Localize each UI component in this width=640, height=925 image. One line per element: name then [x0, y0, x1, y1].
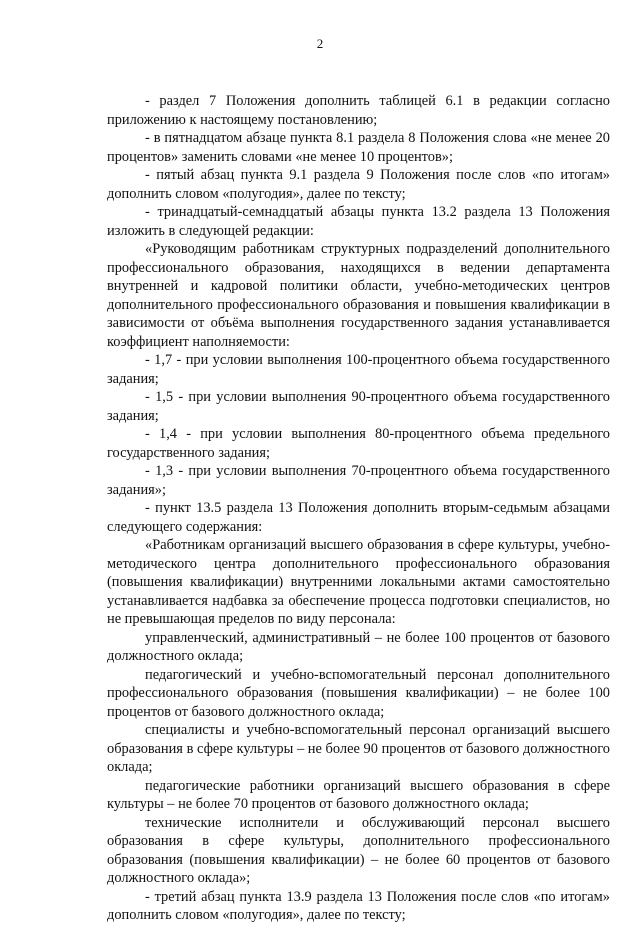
paragraph-13: педагогический и учебно-вспомогательный персонал дополнительного профессионального образования (повышения квалификации) – не более 100 процентов от базового должностного оклада;	[107, 666, 610, 720]
paragraph-15: педагогические работники организаций высшего образования в сфере культуры – не более 70 процентов от базового должностного оклада;	[107, 777, 610, 812]
paragraph-3: - пятый абзац пункта 9.1 раздела 9 Положения после слов «по итогам» дополнить словом «полугодия», далее по тексту;	[107, 167, 610, 202]
paragraph-12: управленческий, административный – не более 100 процентов от базового должностного оклада;	[107, 629, 610, 664]
page-number: 2	[316, 36, 324, 51]
paragraph-2: - в пятнадцатом абзаце пункта 8.1 раздела 8 Положения слова «не менее 20 процентов» заменить словами «не менее 10 процентов»;	[107, 130, 610, 165]
paragraph-10: - пункт 13.5 раздела 13 Положения дополнить вторым-седьмым абзацами следующего содержания:	[107, 500, 610, 535]
paragraph-6: - 1,7 - при условии выполнения 100-процентного объема государственного задания;	[107, 352, 610, 387]
paragraph-1: - раздел 7 Положения дополнить таблицей 6.1 в редакции согласно приложению к настоящему постановлению;	[107, 93, 610, 128]
paragraph-14: специалисты и учебно-вспомогательный персонал организаций высшего образования в сфере культуры – не более 90 процентов от базового должностного оклада;	[107, 722, 610, 775]
paragraph-16: технические исполнители и обслуживающий персонал высшего образования в сфере культуры, дополнительного профессионального образования (повышения квалификации) – не более 60 процентов от базового должностного оклада»;	[107, 814, 610, 886]
paragraph-17: - третий абзац пункта 13.9 раздела 13 Положения после слов «по итогам» дополнить словом «полугодия», далее по тексту;	[107, 888, 610, 923]
paragraph-4: - тринадцатый-семнадцатый абзацы пункта 13.2 раздела 13 Положения изложить в следующей редакции:	[107, 204, 610, 239]
paragraph-9: - 1,3 - при условии выполнения 70-процентного объема государственного задания»;	[107, 463, 610, 498]
paragraph-7: - 1,5 - при условии выполнения 90-процентного объема государственного задания;	[107, 389, 610, 424]
document-body	[107, 92, 610, 925]
paragraph-11: «Работникам организаций высшего образования в сфере культуры, учебно-методического центра дополнительного профессионального образования (повышения квалификации) внутренними локальными актами самостоятельно устанавливается надбавка за обеспечение процесса подготовки специалистов, но не превышающая пределов по виду персонала:	[107, 537, 610, 627]
paragraph-8: - 1,4 - при условии выполнения 80-процентного объема предельного государственного задания;	[107, 426, 610, 461]
paragraph-5: «Руководящим работникам структурных подразделений дополнительного профессионального образования, находящихся в ведении департамента внутренней и кадровой политики области, учебно-методических центров дополнительного профессионального образования и повышения квалификации в зависимости от объёма выполнения государственного задания устанавливается коэффициент наполняемости:	[107, 241, 610, 350]
